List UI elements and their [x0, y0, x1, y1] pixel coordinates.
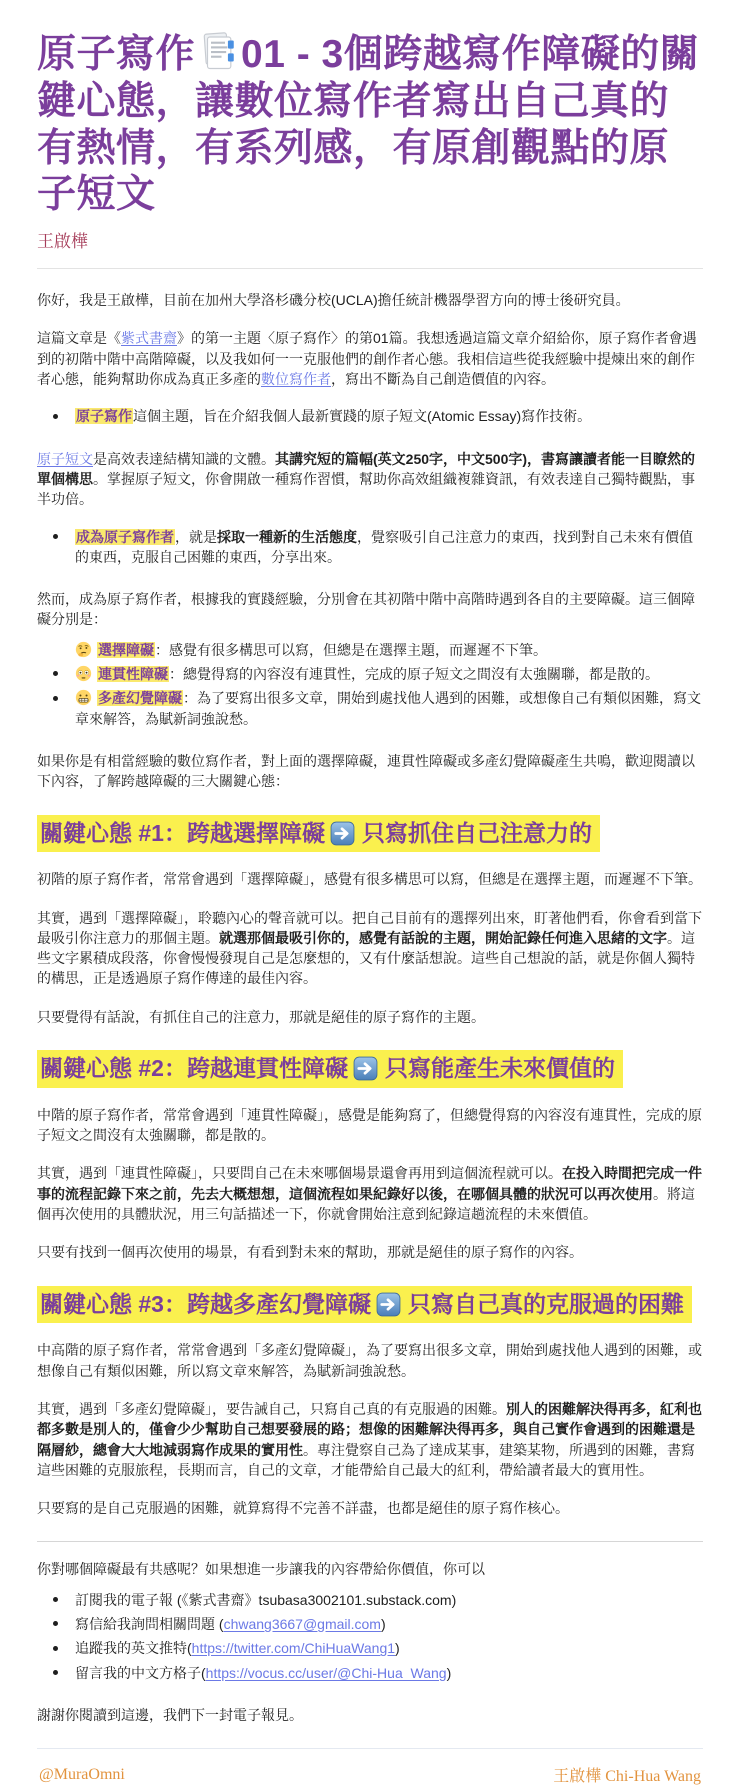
paragraph: 只要寫的是自己克服過的困難，就算寫得不完善不詳盡，也都是絕佳的原子寫作核心。	[37, 1500, 569, 1517]
inline-link[interactable]: 數位寫作者	[261, 371, 331, 388]
arrow-right-icon	[353, 1056, 378, 1081]
highlighted-term: 選擇障礙	[98, 641, 154, 658]
highlighted-term: 原子寫作	[76, 408, 132, 425]
heading-text: 只寫能產生未來價值的	[384, 1055, 615, 1082]
text-segment: ：感覺有很多構思可以寫，但總是在選擇主題，而遲遲不下筆。	[155, 641, 547, 658]
list-item-email	[37, 1614, 703, 1634]
bookmark-tabs-icon	[197, 30, 239, 72]
cta-divider	[37, 1541, 703, 1542]
heading-text: 關鍵心態 #2：跨越連貫性障礙	[40, 1055, 348, 1082]
inline-link[interactable]: https://twitter.com/ChiHuaWang1	[191, 1640, 396, 1657]
heading-text: 關鍵心態 #3：跨越多產幻覺障礙	[40, 1290, 371, 1317]
list-item-obstacle-illusion	[37, 688, 703, 729]
text-segment: 。將這個再次使用的具體狀況，用三句話描述一下，你就會開始注意到紀錄這趟流程的未來價值。	[37, 1185, 695, 1222]
become-bullet-list	[37, 523, 703, 572]
text-segment: 訂閱我的電子報 (《紫式書齋》tsubasa3002101.substack.com)	[75, 1591, 457, 1608]
page-footer	[37, 1734, 703, 1786]
paragraph: 只要有找到一個再次使用的場景，有看到對未來的幫助，那就是絕佳的原子寫作的內容。	[37, 1244, 583, 1261]
text-segment: 追蹤我的英文推特(	[75, 1640, 192, 1657]
topic-bullet-list	[37, 402, 703, 430]
section-heading-1	[37, 815, 703, 853]
paragraph: 中階的原子寫作者，常常會遇到「連貫性障礙」，感覺是能夠寫了，但總覺得寫的內容沒有連貫性，完成的原子短文之間沒有太強關聯，都是散的。	[37, 1106, 702, 1144]
title-prefix: 原子寫作	[37, 33, 196, 76]
paragraph	[37, 1399, 703, 1480]
text-segment: ，覺察吸引自己注意力的東西，找到對自己未來有價值的東西，克服自己困難的東西，分享出來。	[75, 528, 693, 565]
page-title	[37, 30, 703, 219]
text-segment: )	[380, 1616, 386, 1633]
text-segment: 別人的困難解決得再多，紅利也都多數是別人的，僅會少少幫助自己想要發展的路；想像的困難解決得再多，與自己實作會遇到的困難還是隔層紗，總會大大地減弱寫作成果的實用性	[37, 1400, 702, 1458]
text-segment: 採取一種新的生活態度	[217, 528, 357, 545]
section-heading-2	[37, 1050, 703, 1088]
paragraph-closing: 謝謝你閱讀到這邊，我們下一封電子報見。	[37, 1706, 303, 1723]
text-segment: 在投入時間把完成一件事的流程記錄下來之前，先去大概想想，這個流程如果紀錄好以後，在哪個具體的狀況可以再次使用	[37, 1165, 702, 1202]
list-item-twitter	[37, 1638, 703, 1658]
flushed-face-icon	[75, 665, 92, 682]
text-segment: 其實，遇到「選擇障礙」，聆聽內心的聲音就可以。把自己目前有的選擇列出來，盯著他們看，你會看到當下最吸引你注意力的那個主題。	[37, 909, 702, 946]
paragraph-article-intro	[37, 328, 703, 389]
paragraph: 中高階的原子寫作者，常常會遇到「多產幻覺障礙」，為了要寫出很多文章，開始到處找他人遇到的困難，或想像自己有類似困難，所以寫文章來解答，為賦新詞強說愁。	[37, 1342, 702, 1379]
arrow-right-icon	[376, 1292, 401, 1317]
heading-text: 關鍵心態 #1：跨越選擇障礙	[40, 819, 325, 846]
text-segment: 這個主題，旨在介紹我個人最新實踐的原子短文(Atomic Essay)寫作技術。	[133, 408, 592, 425]
text-segment: 留言我的中文方格子(	[75, 1664, 206, 1681]
highlighted-term: 多產幻覺障礙	[98, 690, 182, 707]
inline-link[interactable]: 紫式書齋	[121, 330, 177, 347]
text-segment: 。這些文字累積成段落，你會慢慢發現自己是怎麼想的，又有什麼話想說。這些自己想說的話，就是你個人獨特的構思，正是透過原子寫作傳達的最佳內容。	[37, 929, 695, 987]
text-segment: 其實，遇到「連貫性障礙」，只要問自己在未來哪個場景還會再用到這個流程就可以。	[37, 1165, 562, 1182]
paragraph: 初階的原子寫作者，常常會遇到「選擇障礙」，感覺有很多構思可以寫，但總是在選擇主題，而遲遲不下筆。	[37, 871, 702, 888]
paragraph-atomic-essay	[37, 449, 703, 510]
text-segment: ：總覺得寫的內容沒有連貫性，完成的原子短文之間沒有太強關聯，都是散的。	[169, 666, 659, 683]
list-item-newsletter	[37, 1590, 703, 1610]
text-segment: )	[446, 1664, 452, 1681]
paragraph-however: 然而，成為原子寫作者，根據我的實踐經驗，分別會在其初階中階中高階時遇到各自的主要障礙。這三個障礙分別是：	[37, 591, 695, 628]
section-heading-3	[37, 1286, 703, 1324]
text-segment: 。掌握原子短文，你會開啟一種寫作習慣，幫助你高效組織複雜資訊，有效表達自己獨特觀點，事半功倍。	[37, 470, 695, 508]
list-item-obstacle-coherence	[37, 664, 703, 684]
list-item-become-writer	[37, 527, 703, 568]
text-segment: )	[395, 1640, 400, 1657]
text-segment: 寫信給我詢問相關問題 (	[75, 1616, 224, 1633]
paragraph-greeting: 你好，我是王啟樺，目前在加州大學洛杉磯分校(UCLA)擔任統計機器學習方向的博士後研究員。	[37, 292, 630, 309]
text-segment: 就選那個最吸引你的，感覺有話說的主題，開始記錄任何進入思緒的文字	[219, 929, 667, 946]
list-item-obstacle-choice	[37, 640, 703, 660]
text-segment: ，就是	[175, 528, 217, 545]
title-rest: 01 - 3個跨越寫作障礙的關鍵心態，讓數位寫作者寫出自己真的有熱情，有系列感，有原創觀點的原子短文	[37, 33, 700, 217]
text-segment: 。專注覺察自己為了達成某事，建築某物，所遇到的困難，書寫這些困難的克服旅程，長期而言，自己的文章，才能帶給自己最大的紅利，帶給讀者最大的實用性。	[37, 1441, 695, 1478]
text-segment: 其講究短的篇幅(英文250字，中文500字)，書寫讓讀者能一目瞭然的單個構思	[37, 450, 696, 487]
header-divider	[37, 268, 703, 269]
footer-author-name: 王啟樺 Chi-Hua Wang	[553, 1768, 701, 1786]
arrow-right-icon	[330, 821, 355, 846]
paragraph	[37, 1163, 703, 1224]
author-name: 王啟樺	[37, 232, 88, 252]
highlighted-term: 成為原子寫作者	[76, 528, 174, 545]
text-segment: 其實，遇到「多產幻覺障礙」，要告誡自己，只寫自己真的有克服過的困難。	[37, 1400, 506, 1417]
heading-text: 只寫自己真的克服過的困難	[407, 1290, 684, 1317]
text-segment: 是高效表達結構知識的文體。	[93, 450, 275, 467]
thinking-face-icon	[75, 641, 92, 658]
list-item-vocus	[37, 1663, 703, 1683]
obstacle-list	[37, 636, 703, 733]
text-segment: 》的第一主題〈原子寫作〉的第01篇。我想透過這篇文章介紹給你，原子寫作者會遇到的初階中階中高階障礙，以及我如何一一克服他們的創作者心態。我相信這些從我經驗中提煉出來的創作者心態，能夠幫助你成為真正多產的	[37, 330, 697, 388]
text-segment: ：為了要寫出很多文章，開始到處找他人遇到的困難，或想像自己有類似困難，寫文章來解答，為賦新詞強說愁。	[75, 690, 701, 727]
footer-handle: @MuraOmni	[39, 1765, 125, 1783]
paragraph-resonate: 如果你是有相當經驗的數位寫作者，對上面的選擇障礙，連貫性障礙或多產幻覺障礙產生共鳴，歡迎閱讀以下內容，了解跨越障礙的三大關鍵心態：	[37, 752, 695, 790]
inline-link[interactable]: 原子短文	[37, 450, 93, 467]
text-segment: 這篇文章是《	[37, 330, 121, 347]
paragraph-cta-intro: 你對哪個障礙最有共感呢？如果想進一步讓我的內容帶給你價值，你可以	[37, 1561, 485, 1578]
cta-list	[37, 1586, 703, 1687]
paragraph: 只要覺得有話說，有抓住自己的注意力，那就是絕佳的原子寫作的主題。	[37, 1008, 485, 1025]
paragraph	[37, 908, 703, 989]
text-segment: ，寫出不斷為自己創造價值的內容。	[331, 371, 555, 388]
heading-text: 只寫抓住自己注意力的	[361, 819, 592, 846]
list-item-topic	[37, 406, 703, 426]
inline-link[interactable]: https://vocus.cc/user/@Chi-Hua_Wang	[205, 1664, 447, 1681]
grimacing-face-icon	[75, 689, 92, 706]
highlighted-term: 連貫性障礙	[98, 666, 168, 683]
inline-link[interactable]: chwang3667@gmail.com	[223, 1616, 381, 1633]
